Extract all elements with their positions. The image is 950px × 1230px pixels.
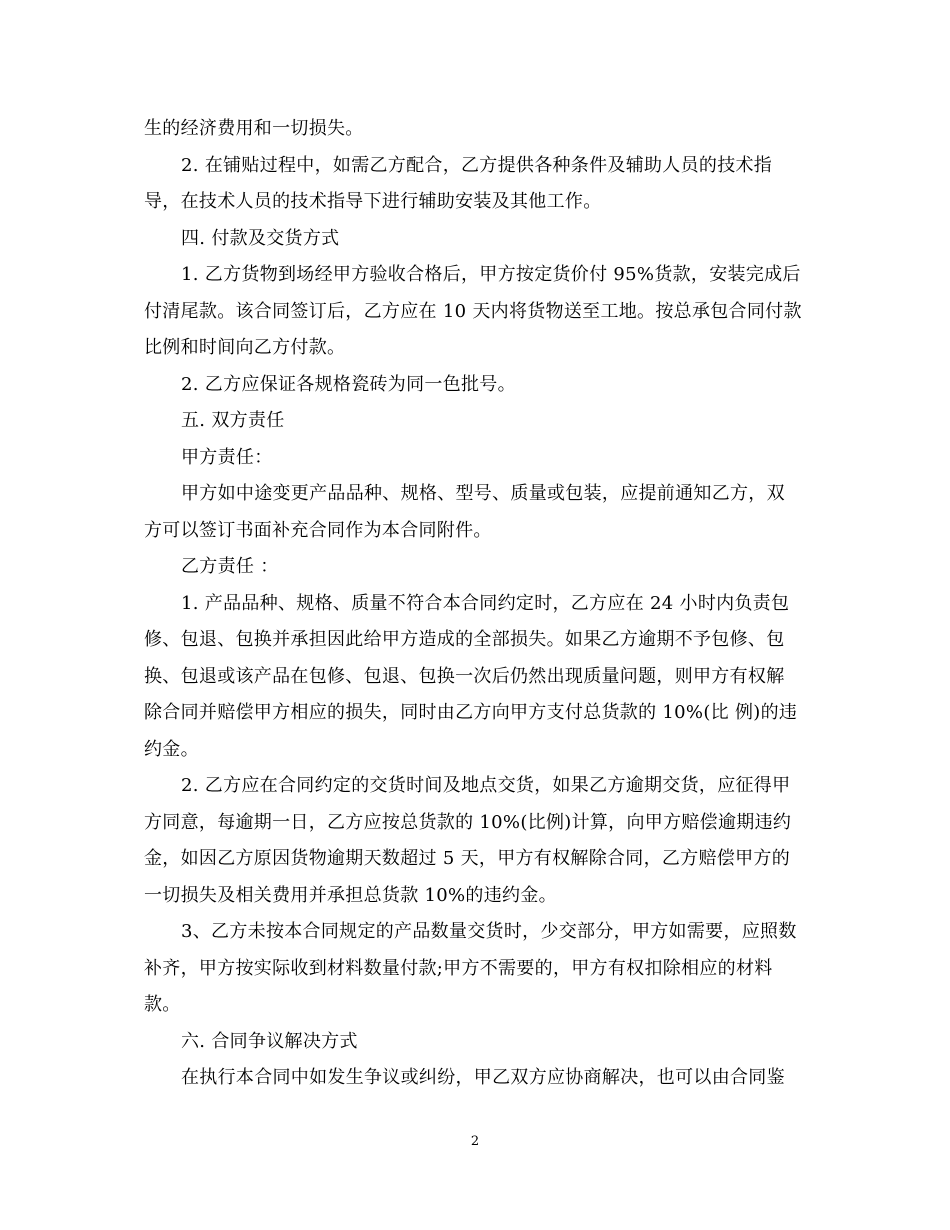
page-number: 2 [470, 1134, 480, 1149]
text-line: 付清尾款。该合同签订后，乙方应在 10 天内将货物送至工地。按总承包合同付款 [144, 301, 802, 322]
text-line: 除合同并赔偿甲方相应的损失，同时由乙方向甲方支付总货款的 10%(比 例)的违 [144, 702, 798, 723]
text-line: 1. 乙方货物到场经甲方验收合格后，甲方按定货价付 95%货款，安装完成后 [181, 264, 801, 285]
text-line: 方同意，每逾期一日，乙方应按总货款的 10%(比例)计算，向甲方赔偿逾期违约 [144, 812, 792, 833]
text-line: 2. 在铺贴过程中，如需乙方配合，乙方提供各种条件及辅助人员的技术指 [181, 155, 773, 176]
text-line: 约金。 [144, 739, 199, 760]
text-line: 换、包退或该产品在包修、包退、包换一次后仍然出现质量问题，则甲方有权解 [144, 666, 785, 687]
text-line: 导，在技术人员的技术指导下进行辅助安装及其他工作。 [144, 191, 602, 212]
text-line: 补齐，甲方按实际收到材料数量付款;甲方不需要的，甲方有权扣除相应的材料 [144, 958, 773, 979]
section-heading: 五. 双方责任 [181, 410, 285, 431]
text-line: 款。 [144, 994, 181, 1015]
text-line: 1. 产品品种、规格、质量不符合本合同约定时，乙方应在 24 小时内负责包 [181, 593, 790, 614]
subheading: 甲方责任： [181, 447, 273, 468]
section-heading: 六. 合同争议解决方式 [181, 1031, 358, 1052]
text-line: 2. 乙方应保证各规格瓷砖为同一色批号。 [181, 374, 516, 395]
text-line: 生的经济费用和一切损失。 [144, 118, 364, 139]
text-line: 比例和时间向乙方付款。 [144, 337, 346, 358]
subheading: 乙方责任 ： [181, 556, 279, 577]
text-line: 甲方如中途变更产品品种、规格、型号、质量或包装，应提前通知乙方，双 [181, 483, 785, 504]
text-line: 金，如因乙方原因货物逾期天数超过 5 天，甲方有权解除合同，乙方赔偿甲方的 [144, 848, 790, 869]
text-line: 3、乙方未按本合同规定的产品数量交货时，少交部分，甲方如需要，应照数 [181, 921, 797, 942]
text-line: 修、包退、包换并承担因此给甲方造成的全部损失。如果乙方逾期不予包修、包 [144, 629, 785, 650]
text-line: 一切损失及相关费用并承担总货款 10%的违约金。 [144, 885, 557, 906]
text-line: 方可以签订书面补充合同作为本合同附件。 [144, 520, 492, 541]
text-line: 2. 乙方应在合同约定的交货时间及地点交货，如果乙方逾期交货，应征得甲 [181, 775, 791, 796]
section-heading: 四. 付款及交货方式 [181, 228, 340, 249]
text-line: 在执行本合同中如发生争议或纠纷，甲乙双方应协商解决，也可以由合同鉴 [181, 1067, 785, 1088]
